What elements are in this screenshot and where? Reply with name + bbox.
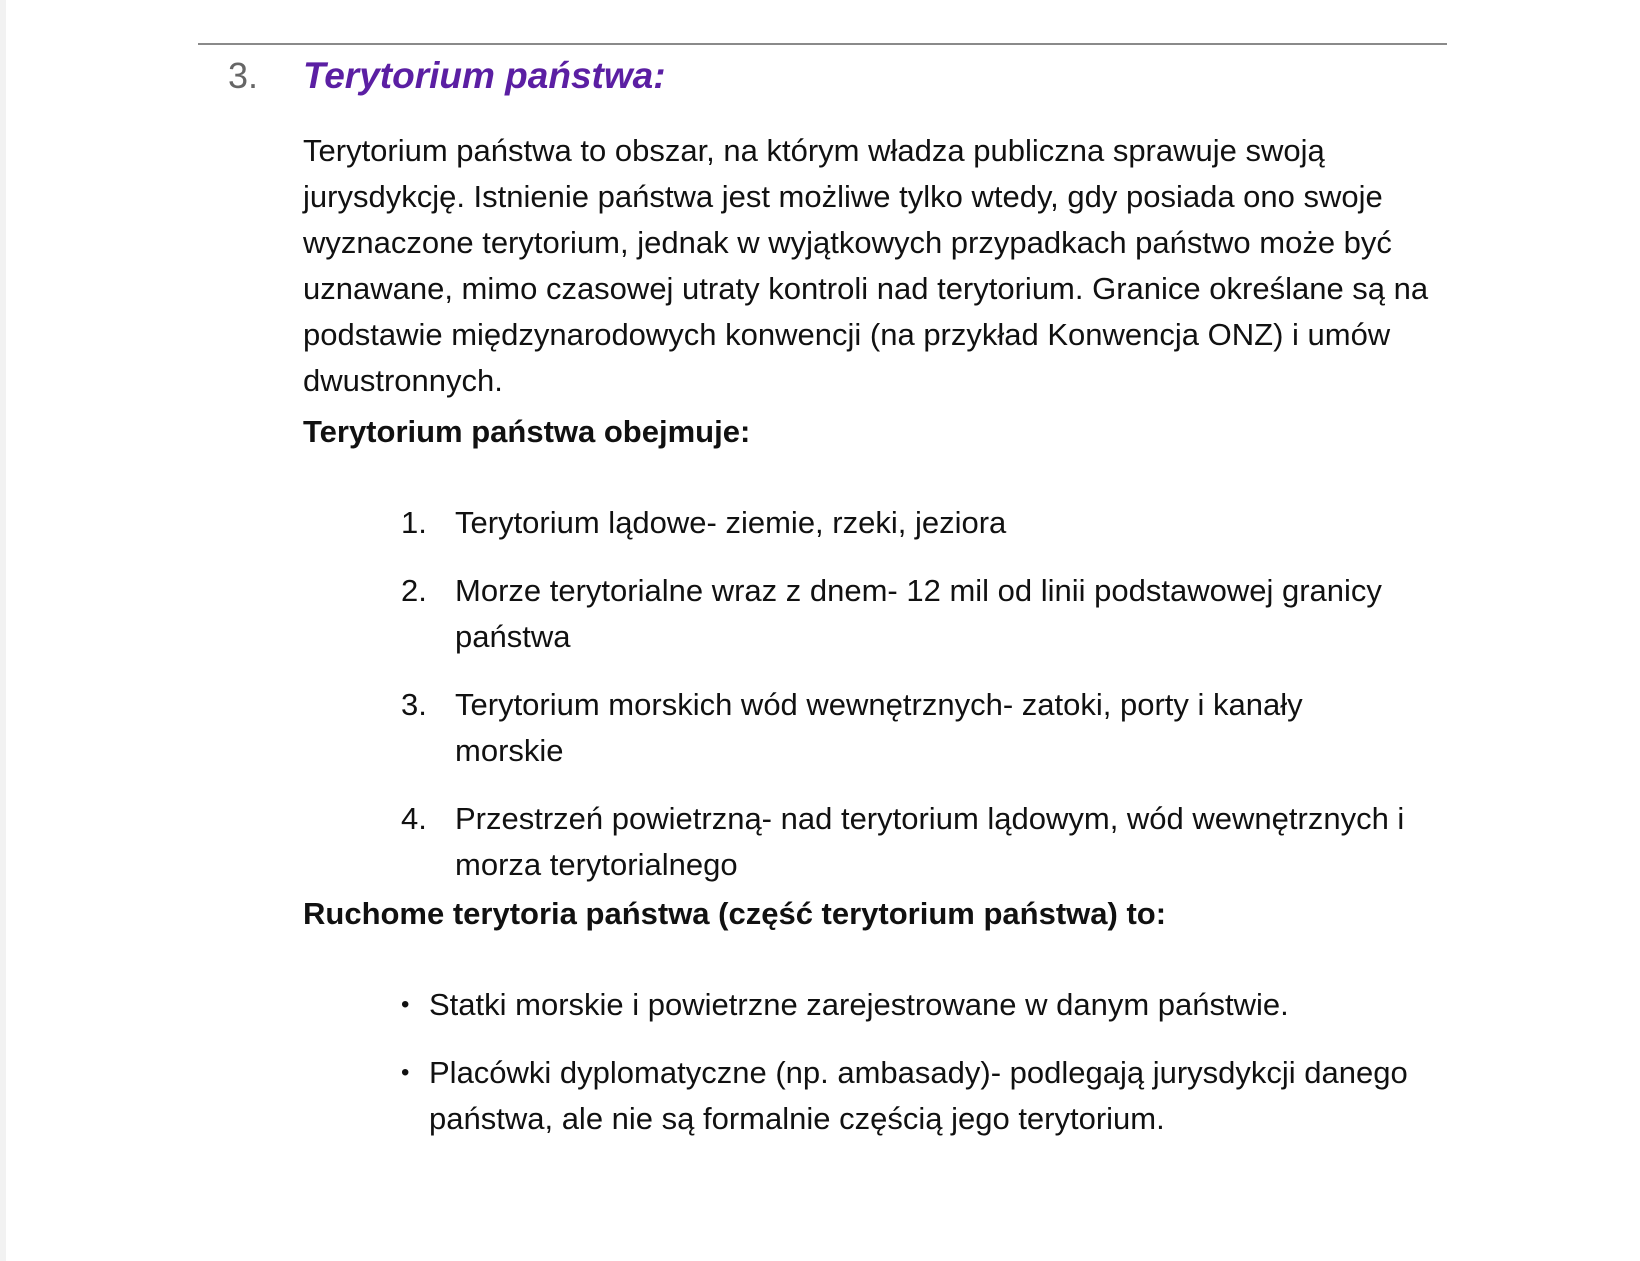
section-number: 3. bbox=[228, 55, 259, 96]
section-title: Terytorium państwa: bbox=[303, 55, 666, 96]
includes-heading: Terytorium państwa obejmuje: bbox=[303, 414, 751, 449]
list-item-number: 1. bbox=[401, 505, 427, 540]
list-item-text: Terytorium morskich wód wewnętrznych- zatoki, porty i kanały morskie bbox=[455, 687, 1303, 768]
movable-list bbox=[401, 982, 1411, 1164]
list-item-text: Morze terytorialne wraz z dnem- 12 mil od linii podstawowej granicy państwa bbox=[455, 573, 1382, 654]
bullet-icon: • bbox=[401, 991, 410, 1018]
list-item bbox=[401, 982, 1411, 1028]
bullet-icon: • bbox=[401, 1059, 410, 1086]
list-item-text: Statki morskie i powietrzne zarejestrowane w danym państwie. bbox=[429, 987, 1289, 1022]
list-item bbox=[401, 500, 1411, 546]
section-divider bbox=[198, 43, 1447, 45]
movable-heading: Ruchome terytoria państwa (część terytorium państwa) to: bbox=[303, 896, 1167, 931]
list-item bbox=[401, 682, 1411, 774]
section-heading bbox=[228, 55, 666, 105]
list-item-text: Placówki dyplomatyczne (np. ambasady)- podlegają jurysdykcji danego państwa, ale nie są formalnie częścią jego terytorium. bbox=[429, 1055, 1408, 1136]
list-item bbox=[401, 796, 1411, 888]
list-item-number: 2. bbox=[401, 573, 427, 608]
document-page bbox=[6, 0, 1640, 1261]
list-item-text: Przestrzeń powietrzną- nad terytorium lądowym, wód wewnętrznych i morza terytorialnego bbox=[455, 801, 1405, 882]
list-item-number: 4. bbox=[401, 801, 427, 836]
list-item-text: Terytorium lądowe- ziemie, rzeki, jeziora bbox=[455, 505, 1007, 540]
list-item bbox=[401, 568, 1411, 660]
includes-list bbox=[401, 500, 1411, 910]
intro-paragraph: Terytorium państwa to obszar, na którym władza publiczna sprawuje swoją jurysdykcję. Istnienie państwa jest możliwe tylko wtedy, gdy posiada ono swoje wyznaczone terytorium, jednak w wyjątkowych przypadkach państwo może być uznawane, mimo czasowej utraty kontroli nad terytorium. Granice określane są na podstawie międzynarodowych konwencji (na przykład Konwencja ONZ) i umów dwustronnych. bbox=[303, 133, 1429, 398]
list-item bbox=[401, 1050, 1411, 1142]
list-item-number: 3. bbox=[401, 687, 427, 722]
